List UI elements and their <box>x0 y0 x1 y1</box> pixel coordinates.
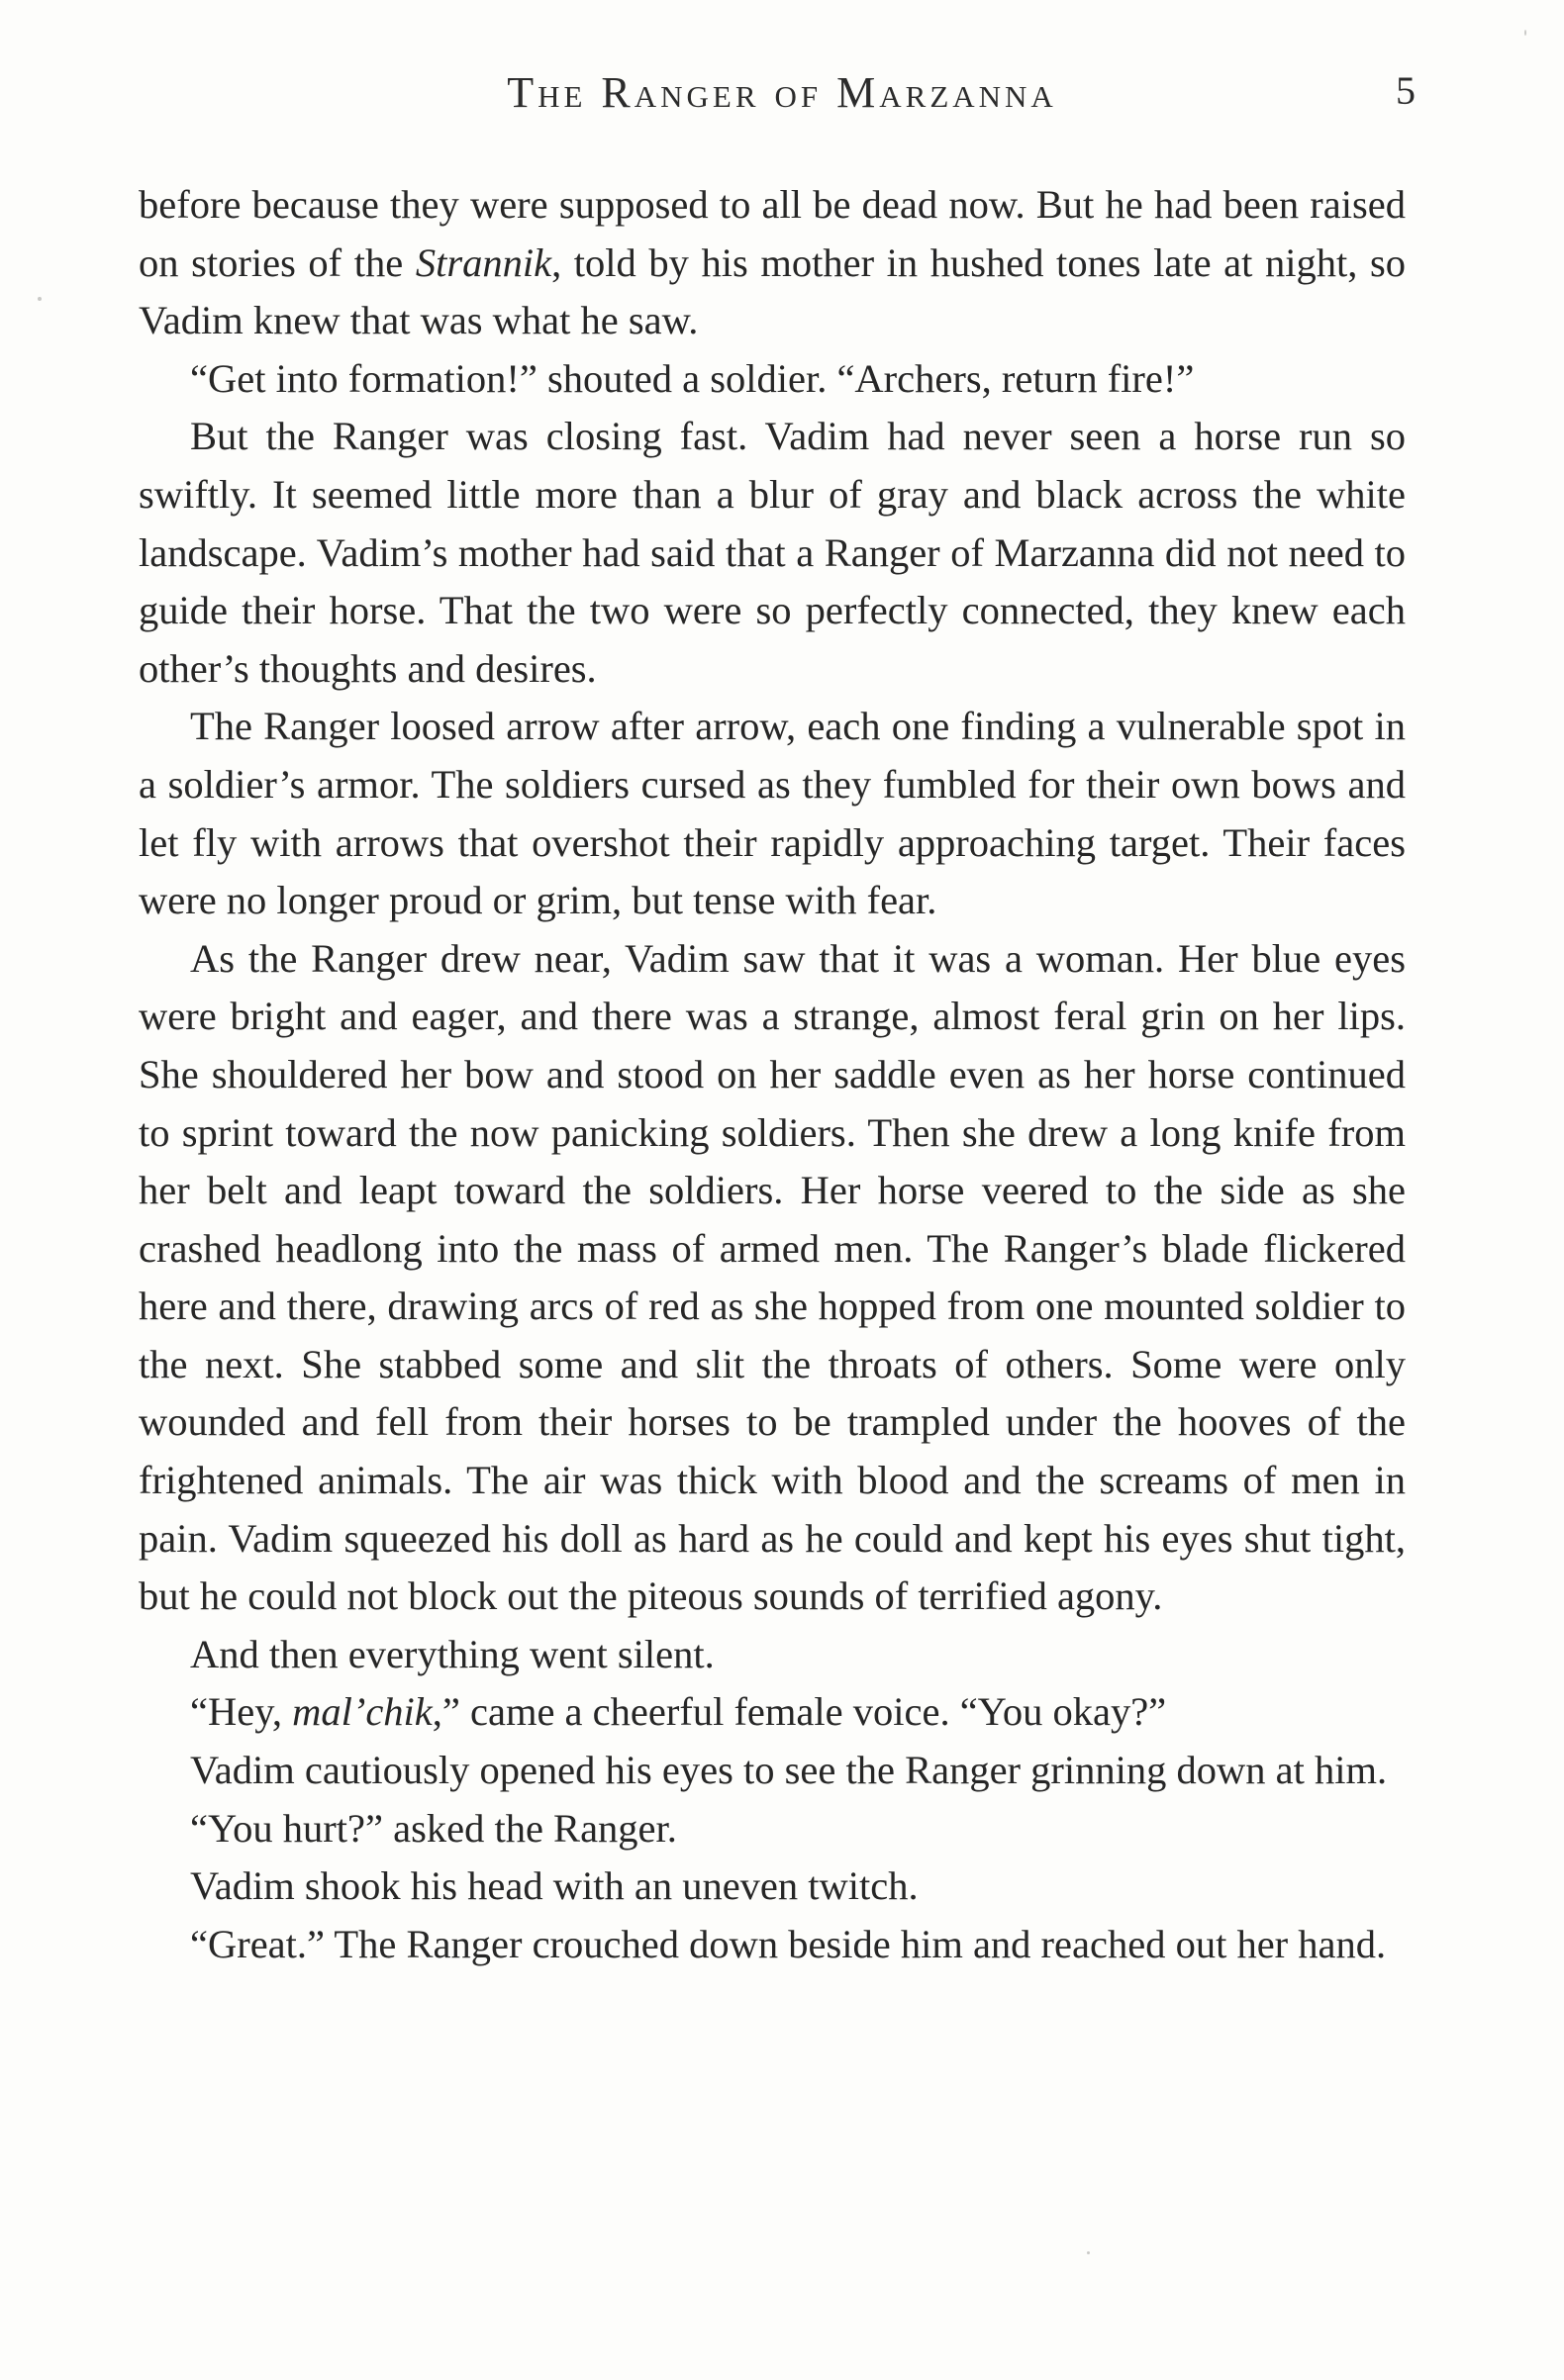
paragraph <box>139 176 1406 350</box>
paragraph <box>139 1626 1406 1684</box>
text-run: The Ranger loosed arrow after arrow, each one finding a vulnerable spot in a soldier’s armor. The soldiers cursed as they fumbled for their own bows and let fly with arrows that overshot their rapidly approaching target. Their faces were no longer proud or grim, but tense with fear. <box>139 704 1406 923</box>
text-run: Vadim cautiously opened his eyes to see the Ranger grinning down at him. <box>190 1748 1388 1793</box>
text-run: “Hey, <box>190 1689 293 1735</box>
text-run: But the Ranger was closing fast. Vadim had never seen a horse run so swiftly. It seemed little more than a blur of gray and black across the white landscape. Vadim’s mother had said that a Ranger of Marzanna did not need to guide their horse. That the two were so perfectly connected, they knew each other’s thoughts and desires. <box>139 414 1406 691</box>
paragraph <box>139 350 1406 409</box>
paper-speck <box>1524 30 1526 36</box>
paragraph <box>139 1683 1406 1742</box>
paragraph <box>139 930 1406 1626</box>
paragraph <box>139 1916 1406 1974</box>
text-run: And then everything went silent. <box>190 1631 715 1676</box>
paragraph <box>139 1800 1406 1858</box>
text-run: “You hurt?” asked the Ranger. <box>190 1805 677 1851</box>
page-number: 5 <box>1396 68 1416 113</box>
body-text <box>139 176 1406 1973</box>
text-run: , told by his mother in hushed tones late at night, so Vadim knew that was what he saw. <box>139 239 1406 343</box>
text-run: “Get into formation!” shouted a soldier. “Archers, return fire!” <box>190 355 1195 401</box>
paragraph <box>139 1742 1406 1800</box>
text-run: ,” came a cheerful female voice. “You okay?” <box>432 1689 1167 1735</box>
paper-speck <box>38 297 42 301</box>
text-run: Vadim shook his head with an uneven twitch. <box>190 1863 919 1909</box>
paragraph <box>139 408 1406 698</box>
paragraph <box>139 698 1406 929</box>
italic-text: Strannik <box>415 239 552 285</box>
text-run: “Great.” The Ranger crouched down beside him and reached out her hand. <box>190 1921 1387 1966</box>
page-header <box>139 67 1425 137</box>
text-run: As the Ranger drew near, Vadim saw that it was a woman. Her blue eyes were bright and eager, and there was a strange, almost feral grin on her lips. She shouldered her bow and stood on her saddle even as her horse continued to sprint toward the now panicking soldiers. Then she drew a long knife from her belt and leapt toward the soldiers. Her horse veered to the side as she crashed headlong into the mass of armed men. The Ranger’s blade flickered here and there, drawing arcs of red as she hopped from one mounted soldier to the next. She stabbed some and slit the throats of others. Some were only wounded and fell from their horses to be trampled under the hooves of the frightened animals. The air was thick with blood and the screams of men in pain. Vadim squeezed his doll as hard as he could and kept his eyes shut tight, but he could not block out the piteous sounds of terrified agony. <box>139 935 1406 1619</box>
italic-text: mal’chik <box>292 1689 433 1735</box>
paper-speck <box>1087 2251 1090 2254</box>
paragraph <box>139 1857 1406 1916</box>
running-title: The Ranger of Marzanna <box>507 68 1057 117</box>
text-run: before because they were supposed to all be dead now. But he had been raised on stories of the <box>139 182 1406 285</box>
